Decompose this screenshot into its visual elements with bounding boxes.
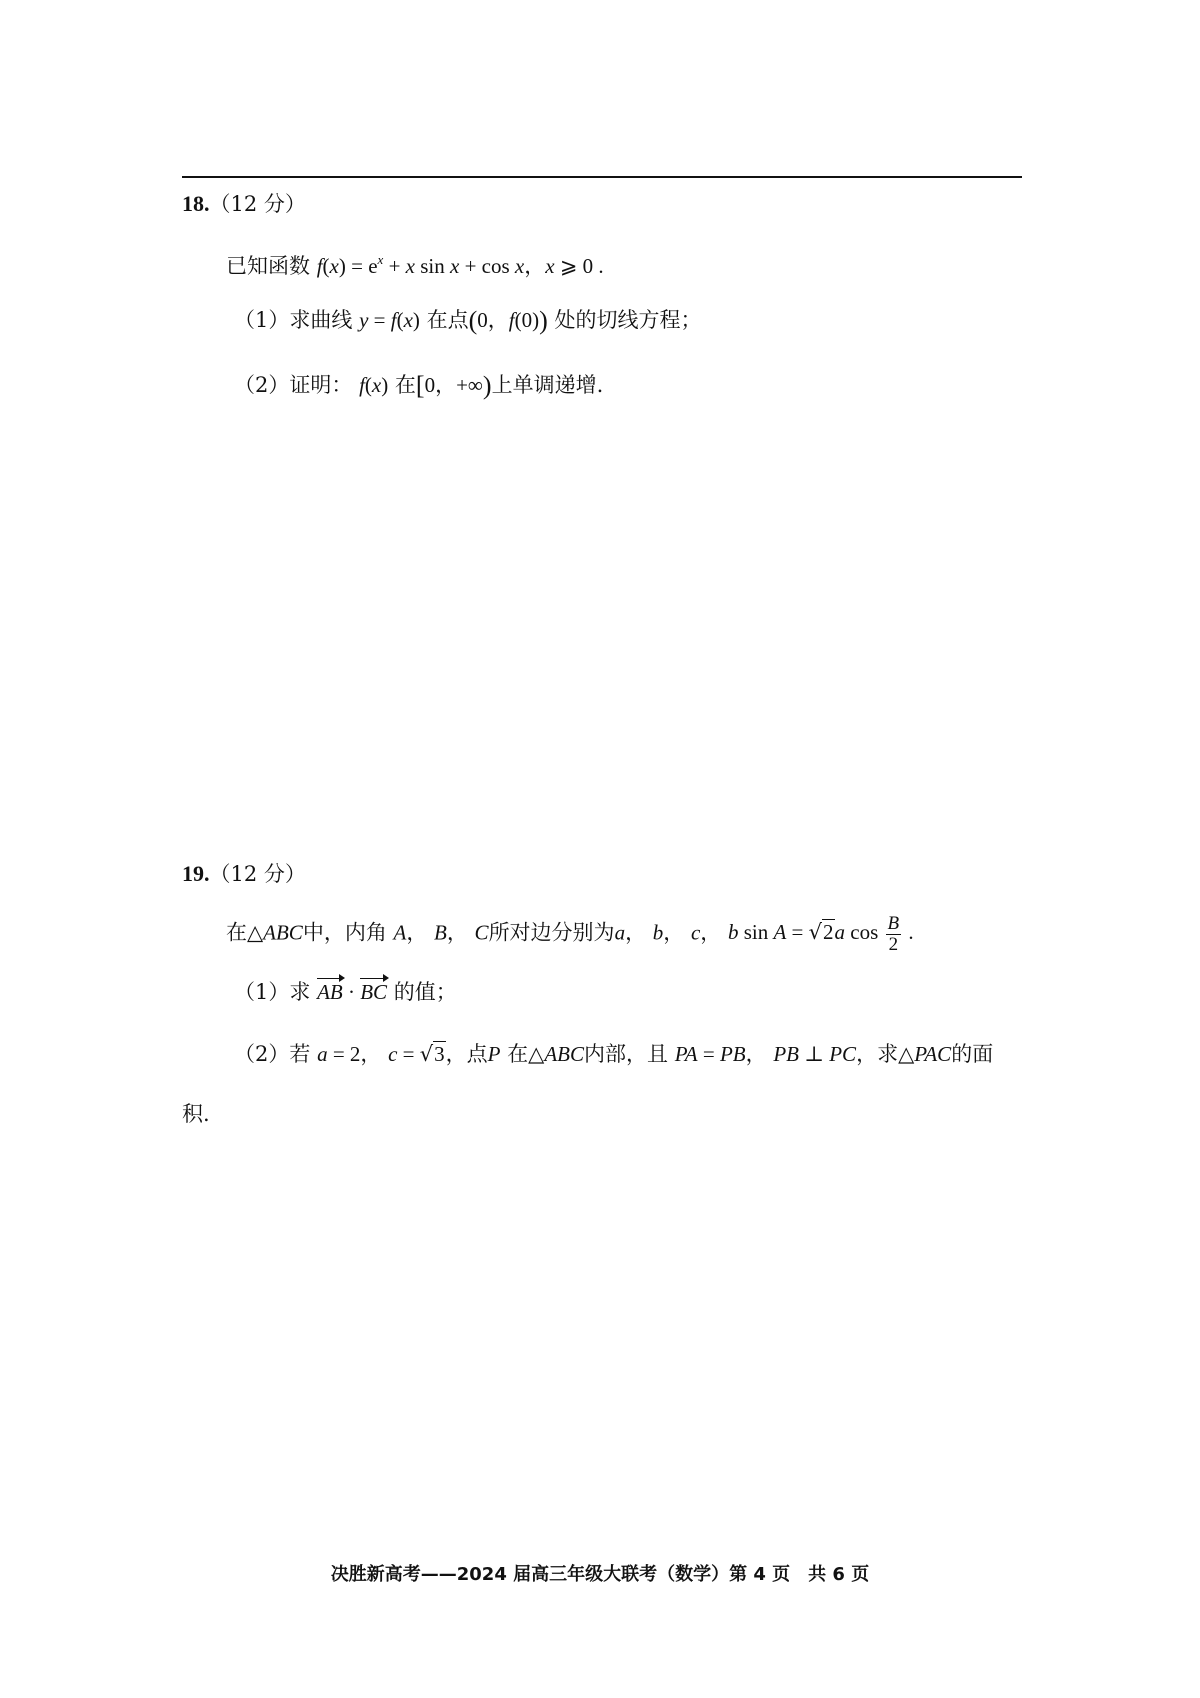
- q18-stem-prefix: 已知函数: [226, 254, 310, 278]
- q19-p2-text5: 的面: [951, 1042, 994, 1066]
- q19-p1-dot-product: AB · BC: [317, 980, 388, 1004]
- q19-tail: [182, 1100, 210, 1128]
- q19-stem-eq: b sin A = √2a cos $\frac{B}{2}$ .: [727, 913, 914, 955]
- q18-p1-formula: y = f(x): [359, 308, 420, 332]
- q18-p1-end: 处的切线方程；: [554, 308, 702, 332]
- q18-p1-label: （1）求曲线: [234, 308, 353, 332]
- q19-p2-label: （2）若: [234, 1042, 311, 1066]
- q18-p1-mid: 在点: [426, 308, 469, 332]
- q19-p2-perp: PB ⊥ PC: [773, 1042, 857, 1066]
- q19-stem: 在△ABC中，内角 A， B， C所对边分别为a， b， c， b sin A = √2a cos $\frac{B}{2}$ .: [226, 913, 914, 955]
- q18-p2-label: （2）证明：: [234, 373, 353, 397]
- q18-p1-point: (0，f(0)): [468, 306, 548, 335]
- q19-p2-tail: 积.: [182, 1102, 210, 1126]
- q19-heading: [182, 860, 306, 888]
- q19-stem-3: 所对边分别为: [488, 920, 615, 945]
- q18-part2: [234, 371, 603, 400]
- header-rule: [182, 176, 1022, 178]
- q18-stem-formula: $f(x) = e^x + x$ sin x + cos x: [316, 252, 525, 278]
- q19-number: 19.: [182, 861, 210, 886]
- q19-p1-end: 的值；: [393, 980, 457, 1004]
- q18-p2-formula: f(x): [359, 373, 389, 397]
- page-footer: 决胜新高考——2024 届高三年级大联考（数学）第 4 页 共 6 页: [330, 1564, 870, 1585]
- q19-stem-1: 在△: [226, 920, 264, 945]
- q19-part2: （2）若 a = 2， c = √3，点P 在△ABC内部，且 PA = PB， PB ⊥ PC，求△PAC的面: [234, 1042, 994, 1066]
- q18-number: 18.: [182, 191, 210, 216]
- q19-stem-2: 中，内角: [302, 920, 387, 945]
- q18-part1: [234, 306, 701, 335]
- q19-p2-text3: 内部，且: [584, 1042, 668, 1066]
- q19-p2-text1: ，点: [445, 1042, 488, 1066]
- q18-points: （12 分）: [209, 192, 306, 216]
- q19-p2-text4: ，求△: [856, 1042, 915, 1066]
- q19-p2-a: a = 2: [317, 1042, 361, 1066]
- q19-p2-c: c = √3: [388, 1042, 445, 1066]
- q18-p2-mid: 在: [394, 373, 416, 397]
- q18-p2-end: 上单调递增.: [491, 373, 604, 397]
- q19-stem-triangle: ABC: [263, 920, 303, 945]
- q18-heading: [182, 190, 306, 218]
- q19-points: （12 分）: [209, 862, 306, 886]
- q18-stem-condition: ，x ⩾ 0 .: [524, 254, 604, 278]
- q19-part1: [234, 978, 457, 1006]
- q19-p2-text2: 在△: [507, 1042, 545, 1066]
- q18-p2-interval: [0，+∞): [415, 371, 492, 400]
- q19-vector-bc: BC: [360, 980, 388, 1004]
- q19-vector-ab: AB: [317, 980, 343, 1004]
- q19-p2-equal: PA = PB: [674, 1042, 746, 1066]
- q19-p1-label: （1）求: [234, 980, 311, 1004]
- q18-stem: [226, 246, 604, 280]
